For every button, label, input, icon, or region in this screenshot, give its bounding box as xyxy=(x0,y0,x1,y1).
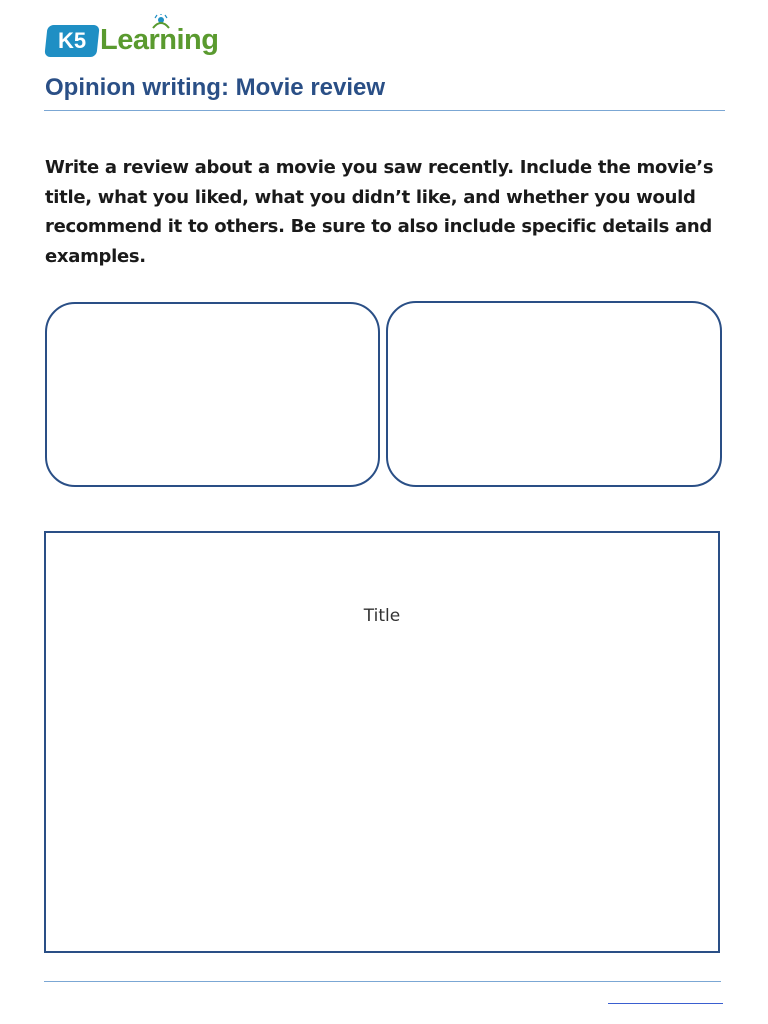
page-title: Opinion writing: Movie review xyxy=(45,74,386,101)
review-writing-box[interactable] xyxy=(44,531,720,953)
logo-badge xyxy=(44,25,99,57)
footer-link-underline[interactable] xyxy=(608,1003,723,1004)
header-divider xyxy=(44,110,725,111)
title-label: Title xyxy=(363,606,401,626)
footer-divider xyxy=(44,981,721,982)
writing-box-left[interactable] xyxy=(45,302,380,487)
logo-figure-icon xyxy=(150,14,172,30)
instructions-text: Write a review about a movie you saw recently. Include the movie’s title, what you liked, what you didn’t like, and whether you would recommend it to others. Be sure to also include specific details and examples. xyxy=(45,157,714,267)
logo-wordmark: Learning xyxy=(100,24,219,56)
k5-learning-logo xyxy=(46,14,219,60)
logo-badge-text: K5 xyxy=(57,28,87,53)
writing-box-right[interactable] xyxy=(386,301,722,487)
